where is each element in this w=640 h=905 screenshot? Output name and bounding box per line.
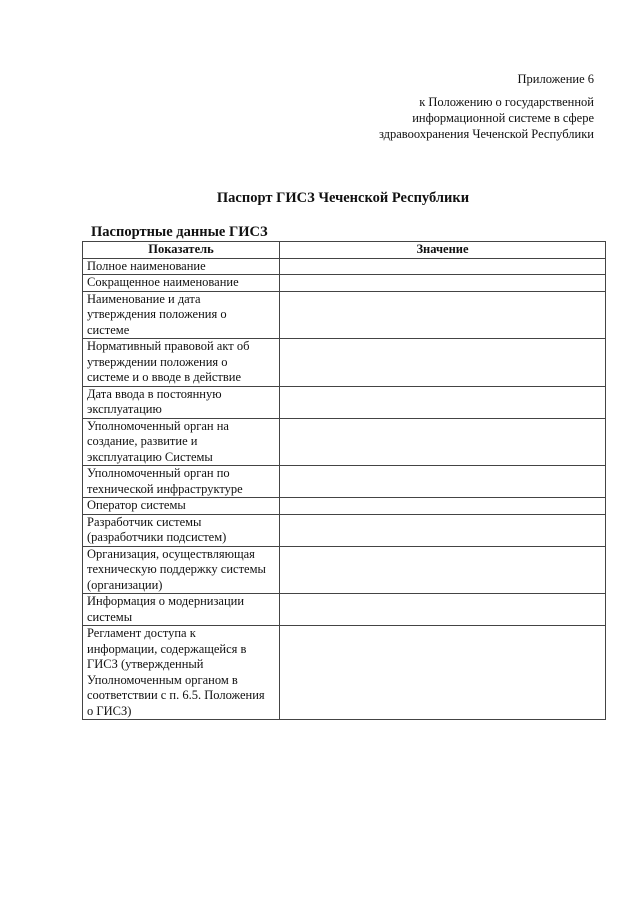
indicator-cell bbox=[83, 466, 280, 498]
indicator-text-line: Уполномоченный орган по bbox=[87, 466, 230, 480]
indicator-text-line: Сокращенное наименование bbox=[87, 275, 239, 289]
indicator-cell bbox=[83, 514, 280, 546]
section-title: Паспортные данные ГИСЗ bbox=[91, 224, 268, 240]
value-cell bbox=[280, 386, 606, 418]
indicator-text-line: Нормативный правовой акт об bbox=[87, 339, 250, 353]
appendix-reference-line: информационной системе в сфере bbox=[412, 111, 594, 125]
passport-table bbox=[82, 241, 606, 720]
table-header-row bbox=[83, 242, 606, 259]
indicator-text-line: соответствии с п. 6.5. Положения bbox=[87, 688, 265, 702]
value-cell bbox=[280, 275, 606, 292]
indicator-cell bbox=[83, 339, 280, 387]
appendix-reference-line: здравоохранения Чеченской Республики bbox=[378, 127, 594, 141]
indicator-cell bbox=[83, 626, 280, 720]
indicator-text-line: техническую поддержку системы bbox=[87, 562, 266, 576]
indicator-text-line: Полное наименование bbox=[87, 258, 206, 273]
value-cell bbox=[280, 594, 606, 626]
indicator-text-line: о ГИСЗ) bbox=[87, 703, 132, 718]
value-cell bbox=[280, 339, 606, 387]
indicator-cell bbox=[83, 594, 280, 626]
table-row bbox=[83, 275, 606, 292]
indicator-text-line: Регламент доступа к bbox=[87, 626, 196, 640]
appendix-reference bbox=[379, 94, 594, 142]
indicator-text-line: эксплуатацию bbox=[87, 402, 162, 416]
table-row bbox=[83, 626, 606, 720]
column-header-value: Значение bbox=[280, 242, 606, 259]
indicator-text-line: Разработчик системы bbox=[87, 514, 202, 529]
value-cell bbox=[280, 498, 606, 515]
indicator-text-line: системы bbox=[87, 609, 133, 624]
table-row bbox=[83, 291, 606, 339]
table-row bbox=[83, 386, 606, 418]
indicator-text-line: Уполномоченным органом в bbox=[87, 672, 238, 687]
indicator-text-line: Наименование и дата bbox=[87, 291, 201, 306]
indicator-text-line: Информация о модернизации bbox=[87, 594, 245, 608]
indicator-cell bbox=[83, 291, 280, 339]
value-cell bbox=[280, 291, 606, 339]
indicator-text-line: системе и о вводе в действие bbox=[87, 370, 241, 384]
indicator-text-line: системе bbox=[87, 322, 130, 337]
table-row bbox=[83, 594, 606, 626]
indicator-cell bbox=[83, 386, 280, 418]
column-header-indicator: Показатель bbox=[83, 242, 280, 259]
table-row bbox=[83, 546, 606, 594]
table-row bbox=[83, 466, 606, 498]
indicator-text-line: эксплуатацию Системы bbox=[87, 449, 213, 464]
table-row bbox=[83, 258, 606, 275]
table-row bbox=[83, 514, 606, 546]
passport-table-body bbox=[83, 258, 606, 720]
indicator-text-line: информации, содержащейся в bbox=[87, 641, 247, 656]
indicator-text-line: утверждения положения о bbox=[87, 307, 227, 321]
indicator-cell bbox=[83, 498, 280, 515]
table-row bbox=[83, 339, 606, 387]
indicator-text-line: Оператор системы bbox=[87, 498, 186, 512]
indicator-text-line: Уполномоченный орган на bbox=[87, 418, 229, 433]
indicator-text-line: (организации) bbox=[87, 577, 163, 592]
indicator-cell bbox=[83, 258, 280, 275]
value-cell bbox=[280, 514, 606, 546]
value-cell bbox=[280, 626, 606, 720]
indicator-cell bbox=[83, 418, 280, 466]
table-row bbox=[83, 418, 606, 466]
appendix-number: Приложение 6 bbox=[517, 72, 594, 86]
indicator-text-line: (разработчики подсистем) bbox=[87, 530, 227, 544]
indicator-text-line: Дата ввода в постоянную bbox=[87, 386, 222, 401]
indicator-text-line: утверждении положения о bbox=[87, 354, 228, 369]
document-title: Паспорт ГИСЗ Чеченской Республики bbox=[216, 190, 470, 206]
indicator-text-line: ГИСЗ (утвержденный bbox=[87, 657, 204, 671]
appendix-reference-line: к Положению о государственной bbox=[419, 95, 594, 109]
indicator-text-line: Организация, осуществляющая bbox=[87, 546, 255, 561]
indicator-cell bbox=[83, 275, 280, 292]
value-cell bbox=[280, 466, 606, 498]
value-cell bbox=[280, 546, 606, 594]
indicator-text-line: создание, развитие и bbox=[87, 434, 198, 448]
table-row bbox=[83, 498, 606, 515]
indicator-cell bbox=[83, 546, 280, 594]
value-cell bbox=[280, 258, 606, 275]
value-cell bbox=[280, 418, 606, 466]
indicator-text-line: технической инфраструктуре bbox=[87, 481, 243, 496]
